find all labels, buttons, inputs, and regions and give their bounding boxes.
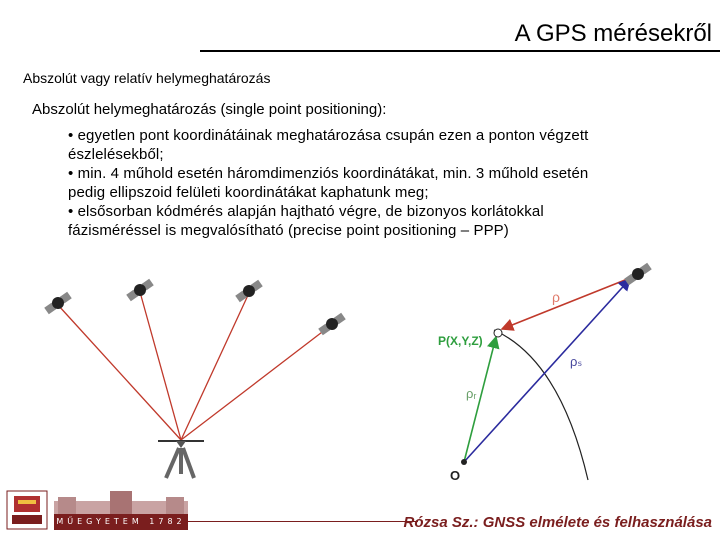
bullet-line: • min. 4 műhold esetén háromdimenziós koordinátákat, min. 3 műhold esetén [68,165,589,182]
range-line [181,293,249,440]
satellite-icon [318,313,346,336]
bullet-list [68,126,668,240]
satellite-icon [624,263,652,286]
point-p-label: P(X,Y,Z) [438,334,483,348]
positioning-diagram [0,255,720,490]
university-building-icon [54,491,188,515]
page-title: A GPS mérésekről [514,20,712,47]
bullet-line: • elsősorban kódmérés alapján hajtható végre, de bizonyos korlátokkal [68,203,544,220]
university-logo-icon [6,490,48,530]
footer-divider [188,521,418,522]
university-band: MŰEGYETEM 1782 [54,514,188,530]
range-line [181,326,330,440]
satellite-icon [44,292,72,315]
satellite-icon [126,279,154,302]
rho-r-label: ρᵣ [466,386,477,401]
point-p-marker [494,329,502,337]
bullet-line: pedig ellipszoid felületi koordinátákat kaphatunk meg; [68,184,429,201]
rho-vector [502,278,630,329]
section-heading: Abszolút helymeghatározás (single point positioning): [32,101,387,118]
section-subtitle: Abszolút vagy relatív helymeghatározás [23,70,271,86]
bullet-line: észlelésekből; [68,146,164,163]
origin-marker [461,459,467,465]
title-divider [200,50,720,52]
satellite-icon [235,280,263,303]
receiver-tripod-icon [158,441,204,478]
rho-label: ρ [552,289,560,305]
footer-credit: Rózsa Sz.: GNSS elmélete és felhasználása [403,514,712,531]
bullet-line: • egyetlen pont koordinátáinak meghatározása csupán ezen a ponton végzett [68,127,589,144]
bullet-line: fázisméréssel is megvalósítható (precise point positioning – PPP) [68,222,509,239]
earth-surface-arc [494,330,588,480]
rho-s-vector [464,279,630,462]
origin-label: O [450,468,461,483]
rho-s-label: ρₛ [570,354,583,369]
